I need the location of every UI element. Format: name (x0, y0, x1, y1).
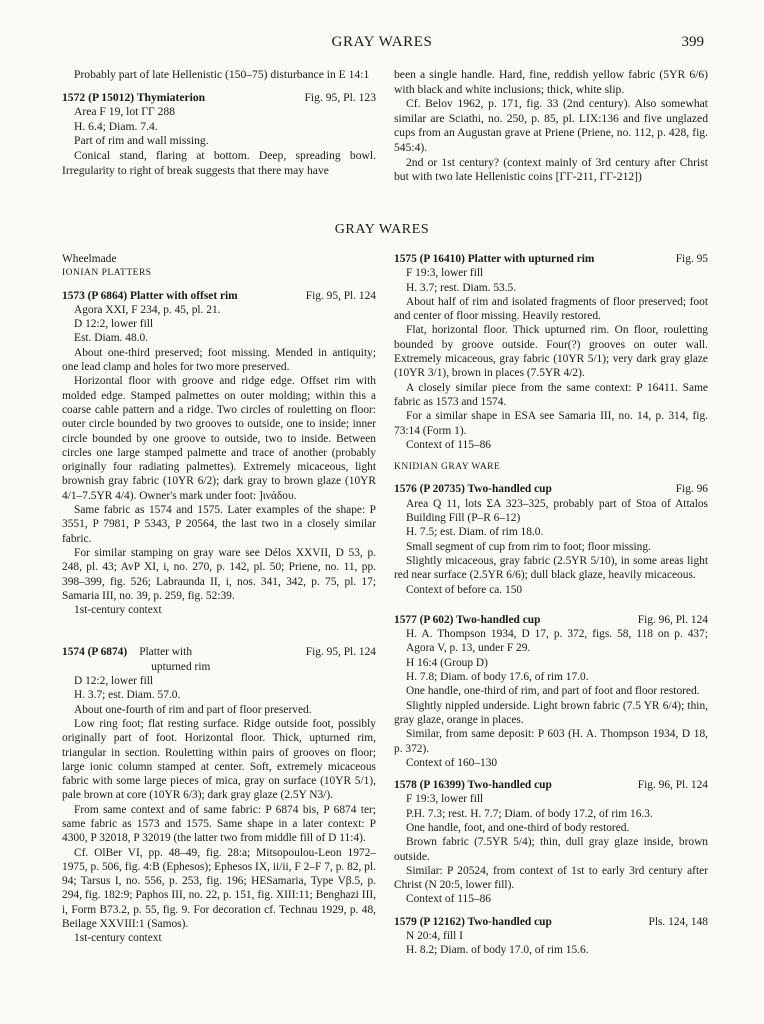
page-number: 399 (681, 34, 704, 50)
figure-refs: Fig. 96 (675, 483, 708, 496)
detail-line: D 12:2, lower fill (74, 675, 154, 688)
subsection-subheading: KNIDIAN GRAY WARE (394, 462, 501, 473)
detail-line: Area Q 11, lots ΣΑ 323–325, probably part of Stoa of Attalos Building Fill (P–R 6–12) (406, 497, 708, 525)
detail-line: One handle, foot, and one-third of body restored. (406, 821, 630, 834)
paragraph: 1st-century context (74, 604, 162, 617)
detail-line: D 12:2, lower fill (74, 318, 154, 331)
detail-line: Est. Diam. 48.0. (74, 332, 149, 345)
paragraph: Slightly micaceous, gray fabric (2.5YR 5/10), in some areas light red near surface (2.5YR 6/6); dull black glaze, heavily micaceous. (394, 554, 708, 582)
detail-line: H. 6.4; Diam. 7.4. (74, 119, 158, 133)
left-column (62, 252, 376, 946)
entry-number: 1574 (P 6874) (62, 646, 128, 659)
entry-name (127, 645, 210, 674)
entry-title: 1577 (P 602) Two-handled cup (394, 613, 541, 626)
entry-1574-header (62, 645, 376, 674)
section-title: GRAY WARES (334, 222, 430, 237)
paragraph: Brown fabric (7.5YR 5/4); thin, dull gray glaze inside, brown outside. (394, 836, 708, 863)
top-right-column (394, 68, 708, 185)
entry-1572-header (62, 91, 376, 106)
figure-refs: Fig. 95, Pl. 124 (305, 289, 376, 302)
entry-title: 1573 (P 6864) Platter with offset rim (62, 289, 238, 302)
paragraph: Context of 115–86 (406, 438, 492, 451)
paragraph: been a single handle. Hard, fine, reddish yellow fabric (5YR 6/6) with black and white inclusions; thick, white slip. (394, 68, 708, 96)
figure-refs: Fig. 95, Pl. 123 (304, 90, 376, 104)
figure-refs: Pls. 124, 148 (648, 915, 708, 928)
detail-line: H. 8.2; Diam. of body 17.0, of rim 15.6. (406, 944, 589, 957)
figure-refs: Fig. 95, Pl. 124 (305, 646, 376, 659)
paragraph: From same context and of same fabric: P 6874 bis, P 6874 ter; same fabric as 1573 and 1575. Same shape in a later context: P 4300, P 32018, P 32019 (the latter two from middle fill of D 11:4). (62, 803, 376, 845)
paragraph: About half of rim and isolated fragments of floor preserved; foot and center of floor missing. Heavily restored. (394, 295, 708, 323)
detail-line: Part of rim and wall missing. (74, 134, 209, 148)
paragraph: Cf. OlBer VI, pp. 48–49, fig. 28:a; Mitsopoulou-Leon 1972–1975, p. 506, fig. 4:B (Ephesos); Ephesos IX, ii/ii, F 2–F 7, p. 82, pl. 94; Tarsus I, no. 556, p. 253, fig. 196; HESamaria, Type Vβ.5, p. 294, fig. 182:9; Paphos III, no. 22, p. 151, fig. XIII:11; Benghazi III, i, Form B73.2, p. 55, fig. 9. For decoration cf. Technau 1929, p. 48, Beilage XXVIII:1 (Samos). (62, 846, 376, 931)
entry-title: 1575 (P 16410) Platter with upturned rim (394, 253, 595, 265)
detail-line: P.H. 7.3; rest. H. 7.7; Diam. of body 17.2, of rim 16.3. (406, 807, 653, 820)
entry-1576-header (394, 482, 708, 496)
paragraph: About one-third preserved; foot missing. Mended in antiquity; one lead clamp and holes for two more preserved. (62, 346, 376, 374)
entry-name-line: upturned rim (151, 660, 211, 673)
spacer (394, 452, 708, 460)
entry-title: 1579 (P 12162) Two-handled cup (394, 915, 552, 928)
detail-line: Area F 19, lot ΓΓ 288 (74, 105, 175, 119)
detail-line: Agora XXI, F 234, p. 45, pl. 21. (74, 303, 221, 316)
paragraph: Slightly nippled underside. Light brown fabric (7.5 YR 6/4); thin, gray glaze, orange in places. (394, 699, 708, 726)
paragraph: 1st-century context (74, 932, 162, 945)
detail-line: H. A. Thompson 1934, D 17, p. 372, figs. 58, 118 on p. 437; Agora V, p. 13, under F 29. (406, 628, 708, 655)
paragraph: One handle, one-third of rim, and part of foot and floor restored. (406, 685, 700, 698)
entry-1579-header (394, 915, 708, 929)
detail-line: F 19:3, lower fill (406, 793, 484, 806)
running-head-title: GRAY WARES (331, 34, 433, 50)
detail-line: H. 7.8; Diam. of body 17.6, of rim 17.0. (406, 671, 589, 684)
paragraph: For similar stamping on gray ware see Délos XXVII, D 53, p. 248, pl. 43; AvP XI, i, no. 270, p. 142, pl. 50; Priene, no. 11, pp. 398–399, fig. 526; Labraunda II, i, nos. 341, 342, p. 75, pl. 17; Samaria III, no. 39, p. 259, fig. 52:39. (62, 546, 376, 602)
figure-refs: Fig. 96, Pl. 124 (637, 779, 708, 792)
figure-refs: Fig. 96, Pl. 124 (637, 613, 708, 626)
detail-line: H. 3.7; rest. Diam. 53.5. (406, 281, 517, 294)
figure-refs: Fig. 95 (675, 253, 708, 265)
entry-1575-header (394, 252, 708, 266)
spacer (62, 617, 376, 635)
right-column (394, 252, 708, 958)
entry-name-line: Platter with (139, 646, 193, 659)
entry-1578-header (394, 778, 708, 792)
paragraph: Similar: P 20524, from context of 1st to early 3rd century after Christ (N 20:5, lower fill). (394, 864, 708, 892)
detail-line: N 20:4, fill I (406, 930, 463, 943)
paragraph: Similar, from same deposit: P 603 (H. A. Thompson 1934, D 18, p. 372). (394, 728, 708, 755)
paragraph: Flat, horizontal floor. Thick upturned rim. On floor, rouletting bounded by groove outside. Four(?) grooves on outer wall. Extremely micaceous, gray fabric (10YR 5/1); very dark gray glaze (10YR 3/1), brown in places (7.5YR 4/2). (394, 324, 708, 380)
detail-line: F 19:3, lower fill (406, 267, 484, 280)
entry-title: 1578 (P 16399) Two-handled cup (394, 779, 552, 792)
paragraph: Conical stand, flaring at bottom. Deep, spreading bowl. Irregularity to right of break suggests that there may have (62, 148, 376, 177)
spacer (394, 597, 708, 605)
paragraph: Cf. Belov 1962, p. 171, fig. 33 (2nd century). Also somewhat similar are Sciathi, no. 250, p. 85, pl. LIX:136 and five unglazed cups from an Augustan grave at Priene (Priene, no. 112, p. 428, fig. 545:4). (394, 97, 708, 154)
detail-line: About one-fourth of rim and part of floor preserved. (74, 703, 312, 716)
paragraph: 2nd or 1st century? (context mainly of 3rd century after Christ but with two late Hellenistic coins [ΓΓ-211, ΓΓ-212]) (394, 155, 708, 184)
running-head (0, 34, 764, 56)
entry-title: 1576 (P 20735) Two-handled cup (394, 483, 552, 496)
paragraph: Horizontal floor with groove and ridge edge. Offset rim with molded edge. Stamped palmettes on outer molding; within this a coarse cable pattern and a ridge. Two circles of rouletting on floor: outer circle bounded by two grooves to outside, one to inside; inner circle bounded by one groove to outside, two to inside. Between circles one large stamped palmette and trace of another (probably originally four radiating palmettes). Extremely micaceous, light brownish gray fabric (10YR 6/2); dark gray to brown glaze (10YR 4/1–7.5YR 4/4). Owner's mark under foot: ]ινάδου. (62, 375, 376, 502)
detail-line: Small segment of cup from rim to foot; floor missing. (406, 540, 651, 553)
paragraph: Low ring foot; flat resting surface. Ridge outside foot, possibly originally part of foot. Horizontal floor. Thick, upturned rim, triangular in section. Rouletting within pairs of grooves on floor; large ionic column stamped at center. Soft, extremely micaceous fabric with some large pieces of mica, gray on surface (10YR 5/1), pale brown at core (10YR 6/3); dark gray glaze (2.5Y N3/). (62, 717, 376, 802)
detail-line: H. 7.5; est. Diam. of rim 18.0. (406, 526, 544, 539)
entry-1573-header (62, 289, 376, 303)
detail-line: H. 3.7; est. Diam. 57.0. (74, 689, 181, 702)
paragraph: Context of before ca. 150 (406, 583, 523, 596)
entry-title: 1572 (P 15012) Thymiaterion (62, 90, 206, 104)
subsection-subheading: IONIAN PLATTERS (62, 268, 152, 279)
entry-1577-header (394, 613, 708, 627)
paragraph: A closely similar piece from the same context: P 16411. Same fabric as 1573 and 1574. (394, 381, 708, 408)
subsection-heading: Wheelmade (62, 253, 117, 265)
paragraph: Same fabric as 1574 and 1575. Later examples of the shape: P 3551, P 7981, P 5343, P 20564, the last two in a closely similar fabric. (62, 504, 376, 545)
paragraph: For a similar shape in ESA see Samaria III, no. 14, p. 314, fig. 73:14 (Form 1). (394, 410, 708, 437)
paragraph: Context of 160–130 (406, 756, 498, 769)
detail-line: H 16:4 (Group D) (406, 656, 488, 669)
paragraph: Probably part of late Hellenistic (150–75) disturbance in E 14:1 (74, 68, 370, 81)
paragraph: Context of 115–86 (406, 893, 492, 906)
top-left-column (62, 68, 376, 178)
